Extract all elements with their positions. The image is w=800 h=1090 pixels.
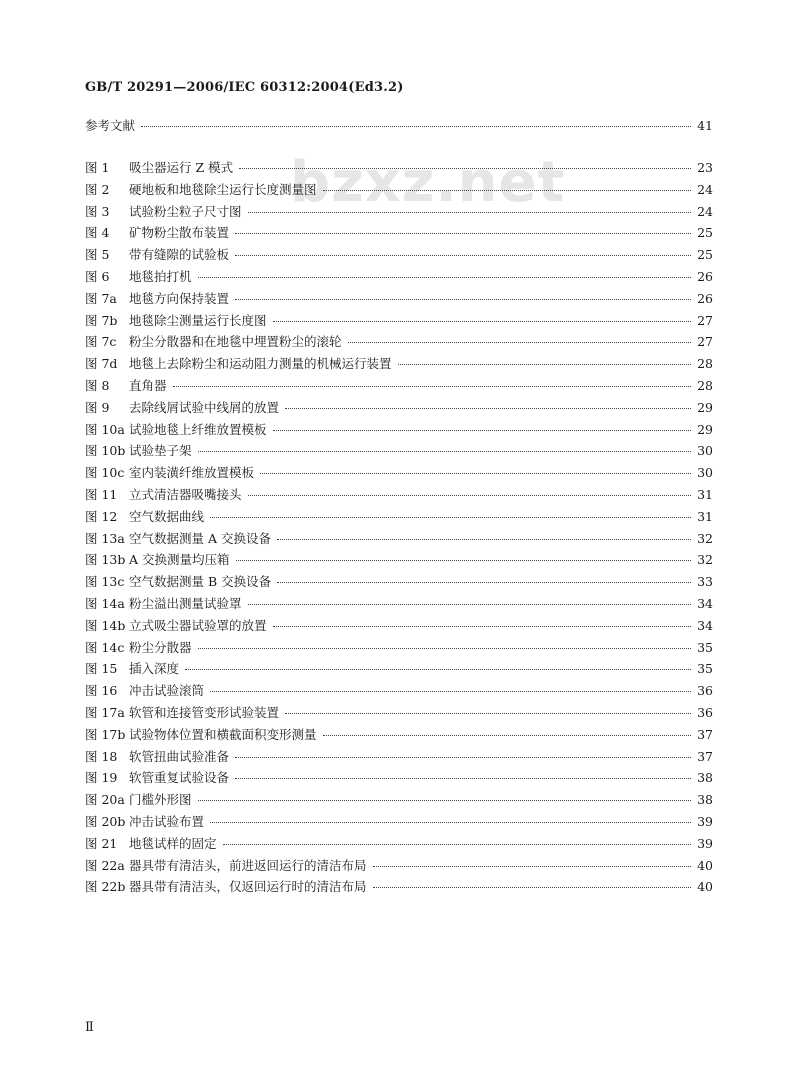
page-number-ref: 26	[697, 269, 713, 284]
figure-number: 图 10a	[85, 421, 125, 437]
leader-dots	[277, 539, 691, 540]
toc-row[interactable]	[85, 572, 713, 592]
figure-number: 图 20a	[85, 792, 125, 808]
figure-number: 图 12	[85, 508, 118, 524]
leader-dots	[236, 560, 691, 561]
figure-number: 图 2	[85, 181, 110, 197]
page-number-ref: 39	[697, 814, 713, 829]
figure-title: 软管和连接管变形试验装置	[129, 705, 280, 720]
leader-dots	[323, 190, 691, 191]
document-header: GB/T 20291—2006/IEC 60312:2004(Ed3.2)	[85, 80, 404, 95]
figure-title: 粉尘分散器	[129, 639, 192, 655]
figure-title: 硬地板和地毯除尘运行长度测量图	[129, 181, 317, 197]
page-number-ref: 31	[697, 487, 713, 502]
figure-number: 图 4	[85, 225, 110, 241]
figure-number: 图 16	[85, 683, 118, 699]
toc-row[interactable]	[85, 790, 713, 810]
figure-number: 图 19	[85, 770, 118, 786]
figure-title: 试验粉尘粒子尺寸图	[129, 203, 242, 219]
figure-title: 地毯方向保持装置	[129, 290, 230, 306]
figure-number: 图 11	[85, 487, 118, 502]
figure-number: 图 3	[85, 203, 110, 219]
figure-number: 图 17a	[85, 705, 125, 720]
toc-row[interactable]	[85, 289, 713, 309]
leader-dots	[373, 866, 691, 867]
figure-number: 图 1	[85, 160, 110, 175]
leader-dots	[248, 212, 691, 213]
leader-dots	[323, 735, 691, 736]
page-number-ref: 29	[697, 421, 713, 437]
leader-dots	[260, 473, 691, 474]
figure-title: 粉尘分散器和在地毯中埋置粉尘的滚轮	[129, 334, 342, 350]
figure-number: 图 7c	[85, 334, 117, 350]
leader-dots	[235, 778, 691, 779]
figure-number: 图 17b	[85, 726, 126, 742]
page-number-ref: 40	[697, 879, 713, 895]
page-number-ref: 24	[697, 181, 713, 197]
figure-title: 地毯除尘测量运行长度图	[129, 312, 267, 328]
page-number-ref: 37	[697, 748, 713, 764]
figure-number: 图 10c	[85, 465, 125, 481]
leader-dots	[348, 342, 691, 343]
leader-dots	[223, 844, 691, 845]
leader-dots	[198, 451, 691, 452]
leader-dots	[285, 408, 691, 409]
page-number-ref: 26	[697, 290, 713, 306]
figure-title: A 交换测量均压箱	[129, 552, 230, 568]
figure-title: 门槛外形图	[129, 792, 192, 808]
figure-number: 图 10b	[85, 443, 126, 459]
figure-title: 软管扭曲试验准备	[129, 748, 230, 764]
leader-dots	[235, 233, 691, 234]
figure-title: 室内装潢纤维放置模板	[129, 465, 255, 481]
leader-dots	[398, 364, 691, 365]
page-number-ref: 39	[697, 835, 713, 851]
toc-row[interactable]	[85, 594, 713, 614]
leader-dots	[141, 126, 691, 127]
toc-row[interactable]	[85, 638, 713, 658]
page-number-ref: 28	[697, 378, 713, 393]
figure-title: 空气数据测量 A 交换设备	[129, 530, 271, 546]
toc-row[interactable]	[85, 485, 713, 505]
toc-row[interactable]	[85, 376, 713, 396]
figure-number: 图 9	[85, 399, 110, 415]
figure-number: 图 22b	[85, 879, 126, 895]
toc-row[interactable]	[85, 550, 713, 570]
figure-title: 立式清洁器吸嘴接头	[129, 487, 242, 502]
figure-number: 图 5	[85, 247, 110, 263]
page-number-ref: 34	[697, 617, 713, 633]
figure-title: 吸尘器运行 Z 模式	[129, 160, 234, 175]
leader-dots	[273, 626, 691, 627]
page-number-ref: 32	[697, 530, 713, 546]
leader-dots	[248, 495, 691, 496]
figure-number: 图 7a	[85, 290, 117, 306]
page-number-ref: 25	[697, 225, 713, 241]
toc-row[interactable]	[85, 768, 713, 788]
figure-title: 空气数据曲线	[129, 508, 205, 524]
page-number-ref: 24	[697, 203, 713, 219]
figure-number: 图 6	[85, 269, 110, 284]
toc-row[interactable]	[85, 158, 713, 178]
toc-row[interactable]	[85, 856, 713, 876]
toc-row[interactable]	[85, 398, 713, 418]
figure-number: 图 18	[85, 748, 118, 764]
toc-row[interactable]	[85, 725, 713, 745]
leader-dots	[173, 386, 691, 387]
figure-number: 图 14b	[85, 617, 126, 633]
page-number: Ⅱ	[85, 1020, 94, 1035]
figure-title: 去除线屑试验中线屑的放置	[129, 399, 280, 415]
toc-row[interactable]	[85, 812, 713, 832]
toc-row[interactable]	[85, 507, 713, 527]
page-number-ref: 32	[697, 552, 713, 568]
page-number-ref: 37	[697, 726, 713, 742]
figure-title: 粉尘溢出测量试验罩	[129, 596, 242, 611]
toc-row[interactable]	[85, 681, 713, 701]
toc-row[interactable]	[85, 245, 713, 265]
toc-row[interactable]	[85, 202, 713, 222]
leader-dots	[210, 517, 691, 518]
figure-title: 带有缝隙的试验板	[129, 247, 230, 263]
leader-dots	[239, 168, 691, 169]
page-number-ref: 27	[697, 334, 713, 350]
figure-title: 插入深度	[129, 661, 180, 677]
figure-number: 图 22a	[85, 857, 125, 873]
toc-row[interactable]	[85, 267, 713, 287]
leader-dots	[185, 669, 691, 670]
toc-row[interactable]	[85, 223, 713, 243]
toc-row[interactable]	[85, 877, 713, 897]
leader-dots	[235, 299, 691, 300]
toc-row[interactable]	[85, 747, 713, 767]
leader-dots	[273, 321, 691, 322]
figure-title: 冲击试验滚筒	[129, 683, 205, 699]
figure-number: 图 13b	[85, 552, 126, 568]
page-number-ref: 25	[697, 247, 713, 263]
figure-number: 图 14c	[85, 639, 125, 655]
leader-dots	[210, 822, 691, 823]
leader-dots	[248, 604, 691, 605]
page-number-ref: 38	[697, 770, 713, 786]
watermark: bzxz.net	[290, 150, 566, 215]
figure-title: 地毯试样的固定	[129, 835, 217, 851]
toc-row[interactable]	[85, 463, 713, 483]
leader-dots	[235, 255, 691, 256]
toc-row[interactable]	[85, 354, 713, 374]
figure-number: 图 8	[85, 378, 110, 393]
leader-dots	[277, 582, 691, 583]
figure-number: 图 13c	[85, 574, 125, 590]
toc-row[interactable]	[85, 332, 713, 352]
page-number-ref: 28	[697, 356, 713, 372]
leader-dots	[285, 713, 691, 714]
figure-title: 器具带有清洁头，仅返回运行时的清洁布局	[129, 879, 367, 895]
page-number-ref: 30	[697, 465, 713, 481]
figure-title: 试验物体位置和横截面积变形测量	[129, 726, 317, 742]
page-number-ref: 34	[697, 596, 713, 611]
toc-row[interactable]	[85, 441, 713, 461]
leader-dots	[198, 648, 691, 649]
figure-number: 图 7d	[85, 356, 118, 372]
toc-row-references[interactable]	[85, 116, 713, 136]
figure-title: 试验地毯上纤维放置模板	[129, 421, 267, 437]
toc-row[interactable]	[85, 311, 713, 331]
figure-number: 图 15	[85, 661, 118, 677]
leader-dots	[210, 691, 691, 692]
toc-page: 41	[697, 118, 713, 133]
page-number-ref: 38	[697, 792, 713, 808]
figure-title: 器具带有清洁头，前进返回运行的清洁布局	[129, 857, 367, 873]
figure-title: 立式吸尘器试验罩的放置	[129, 617, 267, 633]
page-number-ref: 36	[697, 705, 713, 720]
toc-row[interactable]	[85, 420, 713, 440]
figure-title: 直角器	[129, 378, 167, 393]
toc-row[interactable]	[85, 180, 713, 200]
figure-title: 空气数据测量 B 交换设备	[129, 574, 272, 590]
leader-dots	[235, 757, 691, 758]
toc-title: 参考文献	[85, 118, 136, 133]
page-number-ref: 36	[697, 683, 713, 699]
figure-title: 地毯上去除粉尘和运动阻力测量的机械运行装置	[129, 356, 392, 372]
page-number-ref: 30	[697, 443, 713, 459]
toc-row[interactable]	[85, 616, 713, 636]
toc-row[interactable]	[85, 529, 713, 549]
figure-title: 矿物粉尘散布装置	[129, 225, 230, 241]
figure-title: 冲击试验布置	[129, 814, 205, 829]
page-number-ref: 33	[697, 574, 713, 590]
figure-title: 地毯拍打机	[129, 269, 192, 284]
toc-row[interactable]	[85, 703, 713, 723]
figure-number: 图 13a	[85, 530, 125, 546]
figure-number: 图 14a	[85, 596, 125, 611]
figure-number: 图 21	[85, 835, 118, 851]
page-number-ref: 27	[697, 312, 713, 328]
figure-number: 图 7b	[85, 312, 118, 328]
page-number-ref: 35	[697, 661, 713, 677]
page-number-ref: 31	[697, 508, 713, 524]
page-number-ref: 40	[697, 857, 713, 873]
figure-title: 软管重复试验设备	[129, 770, 230, 786]
toc-row[interactable]	[85, 834, 713, 854]
page-number-ref: 23	[697, 160, 713, 175]
toc-row[interactable]	[85, 659, 713, 679]
figure-number: 图 20b	[85, 814, 126, 829]
page-number-ref: 35	[697, 639, 713, 655]
leader-dots	[198, 277, 691, 278]
page-number-ref: 29	[697, 399, 713, 415]
leader-dots	[273, 430, 691, 431]
leader-dots	[198, 800, 691, 801]
figure-title: 试验垫子架	[129, 443, 192, 459]
leader-dots	[373, 887, 691, 888]
